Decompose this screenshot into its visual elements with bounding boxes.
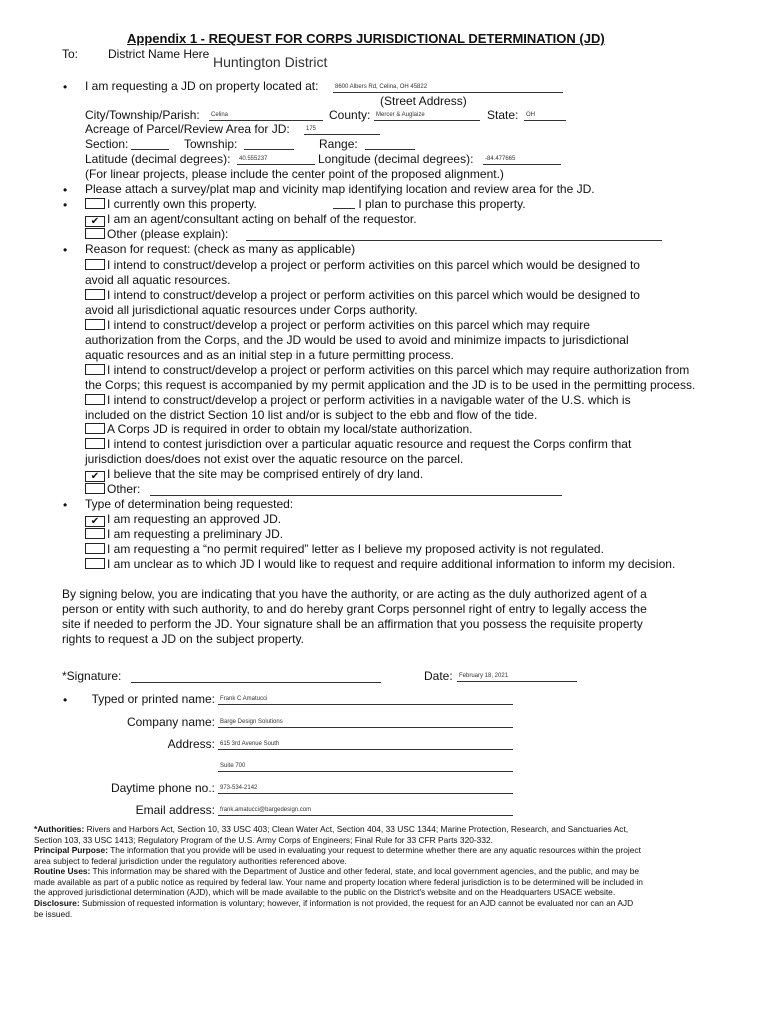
street-address-caption: (Street Address) bbox=[380, 94, 467, 108]
reason-5-checkbox[interactable] bbox=[85, 394, 105, 405]
range-label: Range: bbox=[319, 137, 358, 151]
form-title: Appendix 1 - REQUEST FOR CORPS JURISDICTIONAL DETERMINATION (JD) bbox=[127, 31, 605, 46]
signing-paragraph-line: site if needed to perform the JD. Your signature shall be an affirmation that you possess the requisite property bbox=[62, 617, 643, 631]
email-label: Email address: bbox=[135, 803, 215, 817]
determination-2-text: I am requesting a preliminary JD. bbox=[107, 527, 284, 541]
reason-6-checkbox[interactable] bbox=[85, 423, 105, 434]
street-address-value: 8600 Albers Rd, Celina, OH 45822 bbox=[335, 84, 428, 90]
name-field[interactable] bbox=[218, 691, 513, 709]
reason-2-checkbox[interactable] bbox=[85, 289, 105, 300]
reason-heading: Reason for request: (check as many as applicable) bbox=[85, 242, 356, 256]
reason-3-text-cont: authorization from the Corps, and the JD would be used to avoid and minimize impacts to jurisdictional bbox=[85, 333, 629, 347]
signing-paragraph-line: person or entity with such authority, to and do hereby grant Corps personnel right of entry to legally access the bbox=[62, 602, 647, 616]
reason-7-text-cont: jurisdiction does/does not exist over the aquatic resource on the parcel. bbox=[85, 452, 464, 466]
reason-9-checkbox[interactable] bbox=[85, 483, 105, 494]
reason-3-checkbox[interactable] bbox=[85, 319, 105, 330]
state-label: State: bbox=[487, 108, 519, 122]
reason-3-text: I intend to construct/develop a project or perform activities on this parcel which may require bbox=[107, 318, 590, 332]
company-value: Barge Design Solutions bbox=[220, 719, 283, 725]
purpose-text: The information that you provide will be used in evaluating your request to determine whether there are any aquatic resources within the project area subject to federal jurisdiction under the regulatory authorities referenced above. bbox=[34, 845, 641, 866]
address-label: Address: bbox=[167, 737, 215, 751]
routine-label: Routine Uses: bbox=[34, 866, 91, 876]
bullet: • bbox=[63, 80, 68, 94]
reason-4-checkbox[interactable] bbox=[85, 364, 105, 375]
determination-4-text: I am unclear as to which JD I would like to request and require additional information to inform my decision. bbox=[107, 557, 676, 571]
date-field[interactable] bbox=[457, 668, 577, 686]
determination-3-checkbox[interactable] bbox=[85, 543, 105, 554]
bullet: • bbox=[63, 498, 68, 512]
longitude-value: -84.477665 bbox=[485, 156, 516, 162]
own-option bbox=[85, 197, 257, 211]
acreage-label: Acreage of Parcel/Review Area for JD: bbox=[85, 122, 290, 136]
reason-8 bbox=[85, 467, 423, 482]
reason-3 bbox=[85, 318, 590, 332]
attach-note: Please attach a survey/plat map and vicinity map identifying location and review area for the JD. bbox=[85, 182, 595, 196]
authorities-label: *Authorities: bbox=[34, 824, 85, 834]
reason-7-text: I intend to contest jurisdiction over a particular aquatic resource and request the Corps confirm that bbox=[107, 437, 632, 451]
plan-label: I plan to purchase this property. bbox=[358, 197, 526, 211]
bullet: • bbox=[63, 693, 68, 707]
city-label: City/Township/Parish: bbox=[85, 108, 200, 122]
signing-paragraph-line: rights to request a JD on the subject property. bbox=[62, 632, 304, 646]
determination-heading: Type of determination being requested: bbox=[85, 497, 294, 511]
agent-option bbox=[85, 212, 417, 227]
reason-2 bbox=[85, 288, 640, 302]
phone-value: 973-534-2142 bbox=[220, 785, 258, 791]
footnote-routine-uses bbox=[34, 866, 644, 898]
reason-1-checkbox[interactable] bbox=[85, 259, 105, 270]
reason-1 bbox=[85, 258, 640, 272]
reason-7 bbox=[85, 437, 631, 451]
reason-5-text: I intend to construct/develop a project or perform activities in a navigable water of the U.S. which is bbox=[107, 393, 631, 407]
own-label: I currently own this property. bbox=[107, 197, 257, 211]
bullet: • bbox=[63, 198, 68, 212]
district-field[interactable]: Huntington District bbox=[213, 54, 328, 70]
determination-3 bbox=[85, 542, 604, 556]
other-ownership-option bbox=[85, 227, 228, 241]
bullet: • bbox=[63, 243, 68, 257]
reason-6-text: A Corps JD is required in order to obtain my local/state authorization. bbox=[107, 422, 473, 436]
reason-9-text: Other: bbox=[107, 482, 141, 496]
signing-paragraph-line: By signing below, you are indicating that you have the authority, or are acting as the duly authorized agent of a bbox=[62, 587, 647, 601]
longitude-label: Longitude (decimal degrees): bbox=[318, 152, 474, 166]
determination-4 bbox=[85, 557, 675, 571]
latitude-label: Latitude (decimal degrees): bbox=[85, 152, 231, 166]
phone-label: Daytime phone no.: bbox=[110, 781, 215, 795]
name-label: Typed or printed name: bbox=[91, 692, 215, 706]
reason-4-text-cont: the Corps; this request is accompanied by my permit application and the JD is to be used in the permitting process. bbox=[85, 378, 696, 392]
reason-8-checkbox[interactable]: ✔ bbox=[85, 471, 105, 482]
date-label: Date: bbox=[424, 669, 453, 683]
reason-6 bbox=[85, 422, 473, 436]
reason-4-text: I intend to construct/develop a project or perform activities on this parcel which may require authorization from bbox=[107, 363, 690, 377]
address-field-line-1[interactable] bbox=[218, 736, 513, 754]
determination-2-checkbox[interactable] bbox=[85, 528, 105, 539]
acreage-value: 175 bbox=[306, 126, 317, 132]
disclosure-text: Submission of requested information is voluntary; however, if information is not provided, the request for an AJD cannot be evaluated nor can an AJD be issued. bbox=[34, 898, 634, 919]
phone-field[interactable] bbox=[218, 780, 513, 798]
reason-8-text: I believe that the site may be comprised entirely of dry land. bbox=[107, 467, 424, 481]
section-label: Section: bbox=[85, 137, 129, 151]
email-value: frank.amatucci@bargedesign.com bbox=[220, 807, 312, 813]
state-field[interactable] bbox=[524, 107, 566, 125]
date-value: February 18, 2021 bbox=[459, 673, 509, 679]
county-value: Mercer & Auglaize bbox=[376, 112, 425, 118]
bullet: • bbox=[63, 183, 68, 197]
determination-3-text: I am requesting a “no permit required” letter as I believe my proposed activity is not regulated. bbox=[107, 542, 604, 556]
district-label: District Name Here bbox=[108, 47, 210, 61]
company-field[interactable] bbox=[218, 714, 513, 732]
reason-2-text: I intend to construct/develop a project or perform activities on this parcel which would be designed to bbox=[107, 288, 640, 302]
reason-1-text-cont: avoid all aquatic resources. bbox=[85, 273, 231, 287]
address-line-1-value: 615 3rd Avenue South bbox=[220, 741, 280, 747]
reason-2-text-cont: avoid all jurisdictional aquatic resources under Corps authority. bbox=[85, 303, 418, 317]
latitude-value: 40.555237 bbox=[239, 156, 268, 162]
authorities-text: Rivers and Harbors Act, Section 10, 33 USC 403; Clean Water Act, Section 404, 33 USC 1344; Marine Protection, Research, and Sanctuaries Act, Section 103, 33 USC 1413; Regulatory Program of the U.S. Army Corps of Engineers; Final Rule for 33 CFR Parts 320-332. bbox=[34, 824, 629, 845]
purpose-label: Principal Purpose: bbox=[34, 845, 108, 855]
name-value: Frank C Amatucci bbox=[220, 696, 268, 702]
determination-1-text: I am requesting an approved JD. bbox=[107, 512, 282, 526]
county-label: County: bbox=[329, 108, 371, 122]
agent-label: I am an agent/consultant acting on behalf of the requestor. bbox=[107, 212, 417, 226]
address-field-line-2[interactable] bbox=[218, 758, 513, 776]
linear-note: (For linear projects, please include the center point of the proposed alignment.) bbox=[85, 167, 504, 181]
footnote-authorities bbox=[34, 824, 644, 845]
reason-3-text-cont2: aquatic resources and as an initial step in a future permitting process. bbox=[85, 348, 454, 362]
footnote-disclosure bbox=[34, 898, 644, 919]
location-label: I am requesting a JD on property located at: bbox=[85, 79, 319, 93]
other-ownership-checkbox[interactable] bbox=[85, 228, 105, 239]
determination-4-checkbox[interactable] bbox=[85, 558, 105, 569]
signature-field[interactable] bbox=[131, 669, 381, 687]
other-ownership-label: Other (please explain): bbox=[107, 227, 229, 241]
state-value: OH bbox=[526, 112, 535, 118]
determination-1-checkbox[interactable]: ✔ bbox=[85, 516, 105, 527]
routine-text: This information may be shared with the Department of Justice and other federal, state, and local government agencies, and the public, and may be made available as part of a public notice as required by federal law. Your name and property location where federal jurisdiction is to be determined will be included in the approved jurisdictional determination (AJD), which will be made available to the public on the District's website and on the Headquarters USACE website. bbox=[34, 866, 643, 897]
reason-5 bbox=[85, 393, 631, 407]
signature-label: *Signature: bbox=[62, 669, 122, 683]
company-label: Company name: bbox=[126, 715, 215, 729]
to-label: To: bbox=[62, 47, 79, 61]
reason-7-checkbox[interactable] bbox=[85, 438, 105, 449]
reason-1-text: I intend to construct/develop a project or perform activities on this parcel which would be designed to bbox=[107, 258, 640, 272]
footnote-purpose bbox=[34, 845, 644, 866]
reason-9 bbox=[85, 482, 140, 496]
reason-5-text-cont: included on the district Section 10 list and/or is subject to the ebb and flow of the tide. bbox=[85, 408, 538, 422]
disclosure-label: Disclosure: bbox=[34, 898, 80, 908]
plan-option bbox=[333, 197, 526, 211]
reason-4 bbox=[85, 363, 689, 377]
own-checkbox[interactable] bbox=[85, 198, 105, 209]
determination-1 bbox=[85, 512, 281, 527]
county-field[interactable] bbox=[374, 107, 480, 125]
plan-blank[interactable] bbox=[333, 197, 355, 209]
city-value: Celina bbox=[211, 112, 229, 118]
township-label: Township: bbox=[184, 137, 238, 151]
email-field[interactable] bbox=[218, 802, 513, 820]
agent-checkbox[interactable]: ✔ bbox=[85, 216, 105, 227]
determination-2 bbox=[85, 527, 283, 541]
address-line-2-value: Suite 700 bbox=[220, 763, 246, 769]
